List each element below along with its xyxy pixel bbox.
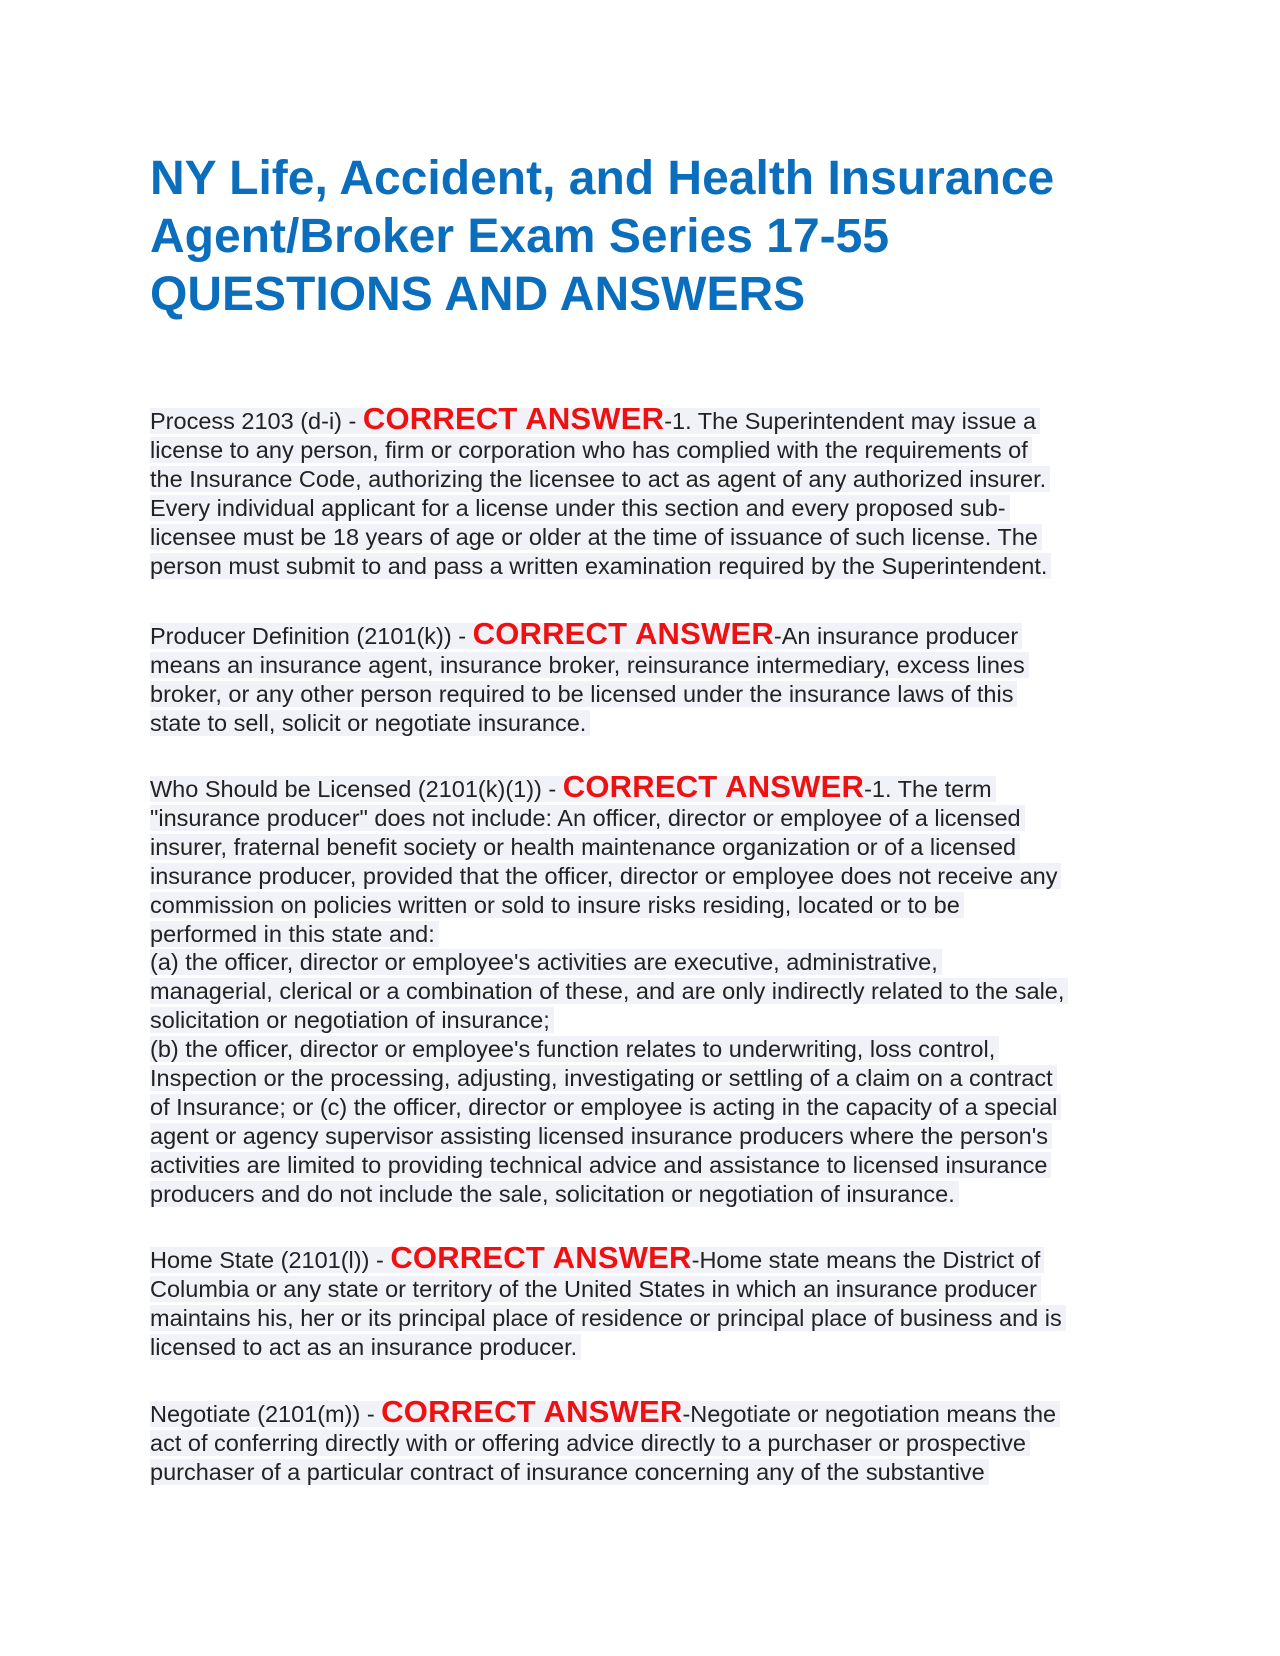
qa-entry-who-should-be-licensed [150, 769, 1150, 1209]
qa-answer-line: Columbia or any state or territory of the United States in which an insurance producer [150, 1275, 1150, 1304]
qa-answer-line: the Insurance Code, authorizing the licensee to act as agent of any authorized insurer. [150, 465, 1150, 494]
qa-answer-line: "insurance producer" does not include: An officer, director or employee of a licensed [150, 804, 1150, 833]
qa-entry-home-state [150, 1240, 1150, 1362]
qa-answer-line: managerial, clerical or a combination of these, and are only indirectly related to the sale, [150, 977, 1150, 1006]
qa-answer-line: licensed to act as an insurance producer. [150, 1333, 1150, 1362]
qa-answer-line: commission on policies written or sold to insure risks residing, located or to be [150, 891, 1150, 920]
qa-answer-line: act of conferring directly with or offering advice directly to a purchaser or prospective [150, 1429, 1150, 1458]
qa-entry-producer-definition [150, 616, 1150, 738]
qa-entry-process-2103 [150, 401, 1150, 580]
qa-answer-line: licensee must be 18 years of age or older at the time of issuance of such license. The [150, 523, 1150, 552]
qa-answer-line: broker, or any other person required to be licensed under the insurance laws of this [150, 680, 1150, 709]
qa-answer-start: -1. The term [864, 776, 992, 802]
qa-term: Process 2103 (d-i) - [150, 408, 363, 434]
qa-term: Producer Definition (2101(k)) - [150, 623, 473, 649]
qa-answer-line: activities are limited to providing technical advice and assistance to licensed insurance [150, 1151, 1150, 1180]
qa-answer-line: maintains his, her or its principal place of residence or principal place of business and is [150, 1304, 1150, 1333]
correct-answer-label: CORRECT ANSWER [381, 1394, 683, 1429]
correct-answer-label: CORRECT ANSWER [562, 769, 865, 804]
qa-answer-line: person must submit to and pass a written examination required by the Superintendent. [150, 552, 1150, 581]
qa-entry-negotiate [150, 1394, 1150, 1487]
qa-answer-line: performed in this state and: [150, 920, 1150, 949]
qa-answer-line: of Insurance; or (c) the officer, director or employee is acting in the capacity of a special [150, 1093, 1150, 1122]
qa-answer-start: -1. The Superintendent may issue a [664, 408, 1037, 434]
qa-answer-line: purchaser of a particular contract of insurance concerning any of the substantive [150, 1458, 1150, 1487]
qa-answer-line: Every individual applicant for a license under this section and every proposed sub- [150, 494, 1150, 523]
qa-answer-line: insurance producer, provided that the officer, director or employee does not receive any [150, 862, 1150, 891]
correct-answer-label: CORRECT ANSWER [472, 616, 774, 651]
qa-answer-line: state to sell, solicit or negotiate insurance. [150, 709, 1150, 738]
correct-answer-label: CORRECT ANSWER [390, 1240, 692, 1275]
qa-first-line [150, 616, 1150, 651]
document-title [150, 150, 1150, 324]
title-line: Agent/Broker Exam Series 17-55 [150, 210, 890, 263]
qa-answer-line: Inspection or the processing, adjusting, investigating or settling of a claim on a contract [150, 1064, 1150, 1093]
qa-answer-line: insurer, fraternal benefit society or health maintenance organization or of a licensed [150, 833, 1150, 862]
title-line: QUESTIONS AND ANSWERS [150, 268, 806, 321]
qa-first-line [150, 1394, 1150, 1429]
qa-answer-line: means an insurance agent, insurance broker, reinsurance intermediary, excess lines [150, 651, 1150, 680]
qa-term: Negotiate (2101(m)) - [150, 1401, 382, 1427]
qa-answer-start: -Negotiate or negotiation means the [682, 1401, 1057, 1427]
qa-answer-line: solicitation or negotiation of insurance; [150, 1006, 1150, 1035]
qa-answer-line: (a) the officer, director or employee's activities are executive, administrative, [150, 948, 1150, 977]
qa-answer-line: (b) the officer, director or employee's function relates to underwriting, loss control, [150, 1035, 1150, 1064]
qa-answer-line: producers and do not include the sale, solicitation or negotiation of insurance. [150, 1180, 1150, 1209]
correct-answer-label: CORRECT ANSWER [362, 401, 665, 436]
qa-term: Who Should be Licensed (2101(k)(1)) - [150, 776, 563, 802]
qa-answer-line: license to any person, firm or corporation who has complied with the requirements of [150, 436, 1150, 465]
qa-answer-start: -An insurance producer [773, 623, 1019, 649]
qa-answer-start: -Home state means the District of [691, 1247, 1041, 1273]
qa-term: Home State (2101(l)) - [150, 1247, 391, 1273]
title-line: NY Life, Accident, and Health Insurance [150, 152, 1055, 205]
qa-answer-line: agent or agency supervisor assisting licensed insurance producers where the person's [150, 1122, 1150, 1151]
qa-first-line [150, 1240, 1150, 1275]
qa-first-line [150, 769, 1150, 804]
qa-first-line [150, 401, 1150, 436]
